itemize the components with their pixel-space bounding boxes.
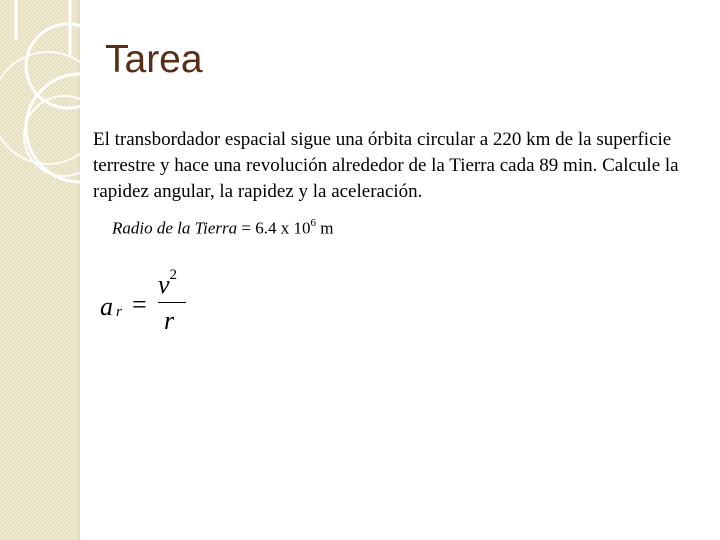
formula-denominator: r xyxy=(164,306,175,335)
formula-equals: = xyxy=(132,290,147,319)
slide-title: Tarea xyxy=(105,38,203,81)
radius-label: Radio de la Tierra xyxy=(112,218,238,238)
formula-numerator: $v^2$ xyxy=(158,267,178,299)
formula-numerator-exponent: 2 xyxy=(169,267,178,284)
problem-statement: El transbordador espacial sigue una órbita circular a 220 km de la superficie terrestre y hace una revolución alrededor de la Tierra cada 89 min. Calcule la rapidez angular, la rapidez y la aceleración. xyxy=(93,129,679,202)
radius-value: = 6.4 x 10 xyxy=(241,218,311,238)
radius-exponent: 6 xyxy=(310,217,316,229)
fraction-bar xyxy=(158,302,186,303)
radius-unit: m xyxy=(316,218,334,238)
formula-lhs-subscript: r xyxy=(116,304,122,320)
ring-large xyxy=(0,52,104,164)
formula-lhs: a xyxy=(100,292,113,321)
earth-radius-note xyxy=(112,218,333,239)
